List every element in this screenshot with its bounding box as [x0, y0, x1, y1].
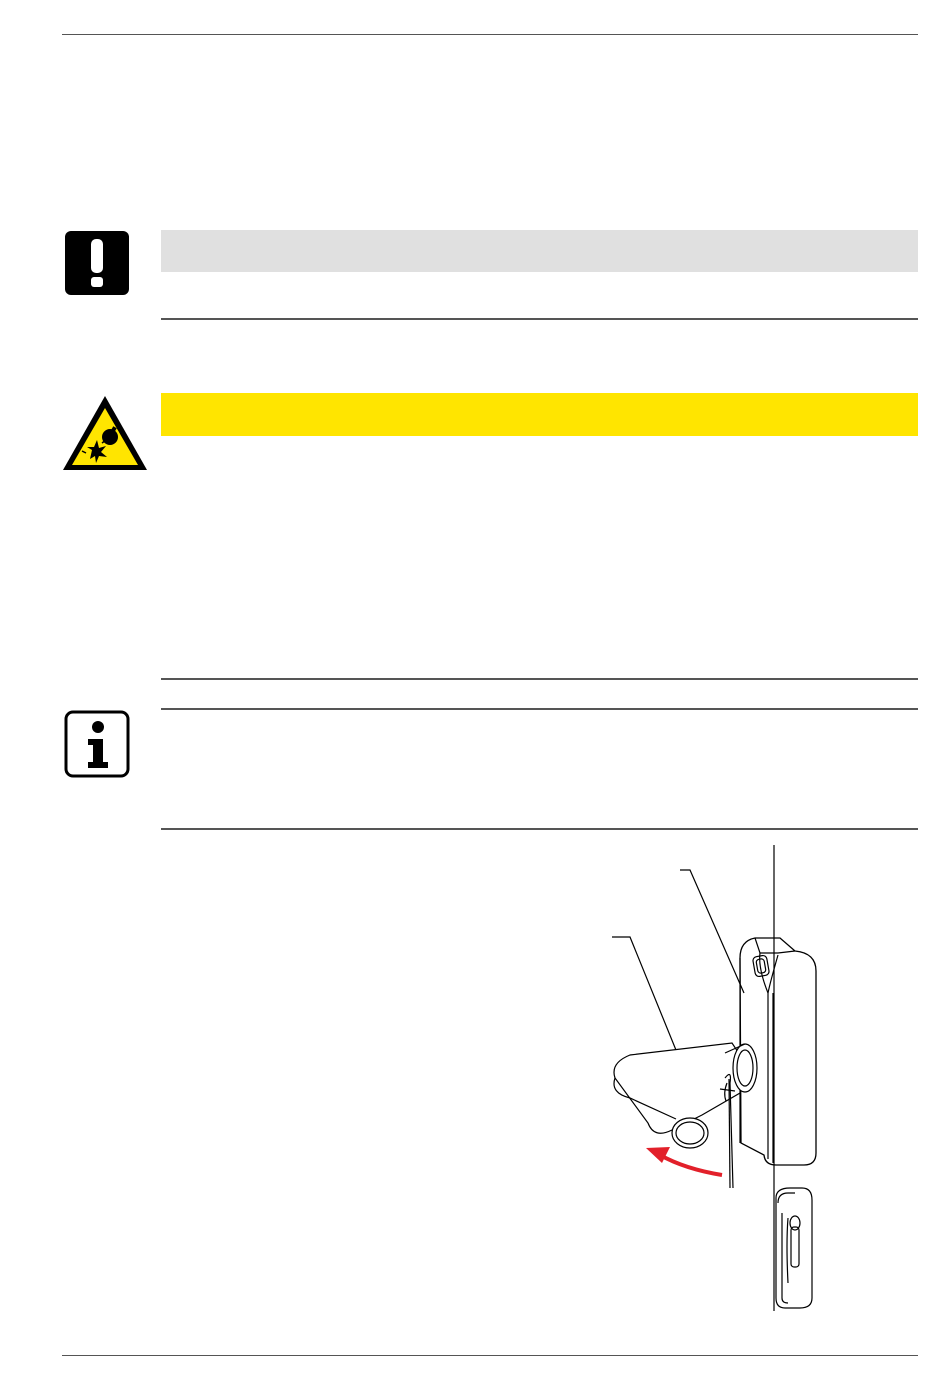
warning-bar — [161, 393, 918, 436]
info-top-rule — [161, 708, 918, 710]
warning-text — [161, 393, 918, 417]
notice-text — [161, 230, 918, 254]
door-handle-lock-illustration — [590, 843, 840, 1313]
notice-bottom-rule — [161, 318, 918, 320]
exclamation-icon — [64, 230, 130, 296]
notice-bar — [161, 230, 918, 272]
footer-rule — [62, 1355, 918, 1356]
info-text-area — [161, 712, 918, 822]
warning-bottom-rule — [161, 678, 918, 680]
info-icon — [64, 710, 130, 778]
explosion-hazard-icon — [60, 393, 150, 473]
info-bottom-rule — [161, 828, 918, 830]
header-rule — [62, 34, 918, 35]
info-text — [161, 712, 918, 736]
